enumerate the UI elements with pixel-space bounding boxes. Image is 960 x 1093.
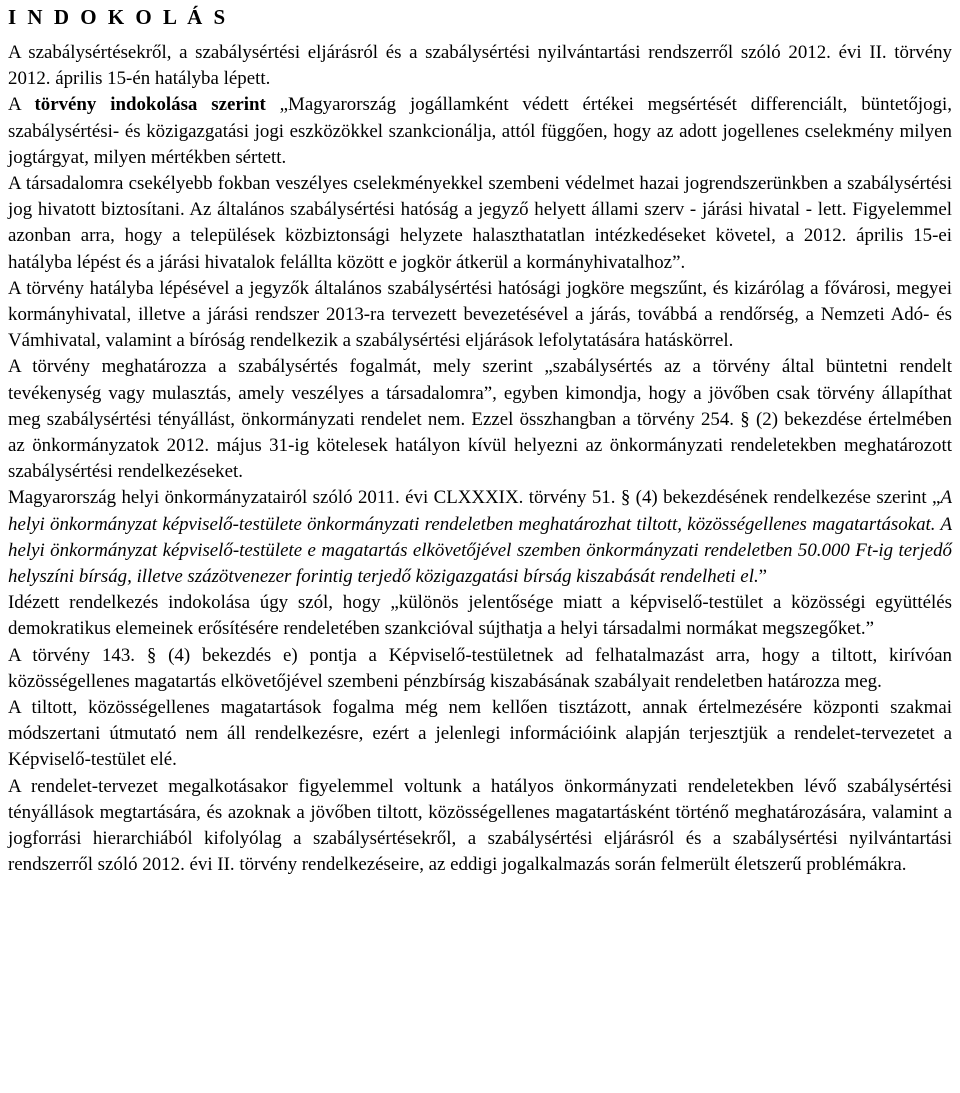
paragraph-law-effective: A szabálysértésekről, a szabálysértési eljárásról és a szabálysértési nyilvántartási rendszerről szóló 2012. évi II. törvény 2012. április 15-én hatályba lépett. [8, 42, 952, 90]
paragraph-authorization: A törvény 143. § (4) bekezdés e) pontja a Képviselő-testületnek ad felhatalmazást arra, hogy a tiltott, kirívóan közösségellenes magatartás elkövetőjével szembeni pénzbírság kiszabásának szabályait rendeletben határozza meg. [8, 644, 952, 692]
paragraph-law-justification [8, 92, 952, 171]
text-segment: A [8, 94, 35, 116]
text-segment: ” [758, 566, 768, 588]
paragraph-cited-justification: Idézett rendelkezés indokolása úgy szól, hogy „különös jelentősége miatt a képviselő-testület a közösségi együttélés demokratikus elemeinek erősítésére rendeletében szankcióval sújthatja a helyi társadalmi normákat megszegőket.” [8, 592, 952, 640]
bold-text-segment: törvény indokolása szerint [34, 94, 266, 116]
paragraph-concept-unclear: A tiltott, közösségellenes magatartások fogalma még nem kellően tisztázott, annak értelmezésére központi szakmai módszertani útmutató nem áll rendelkezésre, ezért a jelenlegi információink alapján terjesztjük a rendelet-tervezetet a Képviselő-testület elé. [8, 697, 952, 771]
paragraph-drafting-considerations: A rendelet-tervezet megalkotásakor figyelemmel voltunk a hatályos önkormányzati rendeletekben lévő szabálysértési tényállások megtartására, és azoknak a jövőben tiltott, közösségellenes magatartásként történő meghatározására, valamint a jogforrási hierarchiából kifolyólag a szabálysértésekről, a szabálysértési eljárásról és a szabálysértési nyilvántartási rendszerről szóló 2012. évi II. törvény rendelkezéseire, az eddigi jogalkalmazás során felmerült életszerű problémákra. [8, 775, 952, 876]
text-segment: Magyarország helyi önkormányzatairól szóló 2011. évi CLXXXIX. törvény 51. § (4) bekezdésének rendelkezése szerint „ [8, 487, 941, 509]
paragraph-local-government-act [8, 485, 952, 590]
paragraph-social-protection: A társadalomra csekélyebb fokban veszélyes cselekményekkel szembeni védelmet hazai jogrendszerünkben a szabálysértési jog hivatott biztosítani. Az általános szabálysértési hatóság a jegyző helyett állami szerv - járási hivatal - lett. Figyelemmel azonban arra, hogy a települések közbiztonsági helyzete halaszthatatlan intézkedéseket követel, a 2012. április 15-ei hatályba lépést és a járási hivatalok felállta között e jogkör átkerül a kormányhivatalhoz”. [8, 173, 952, 273]
text-segment: „Magyarország jogállamként védett értékei megsértését differenciált, büntetőjogi, szabálysértési- és közigazgatási jogi eszközökkel szankcionálja, attól függően, hogy az adott jogellenes cselekmény milyen jogtárgyat, milyen mértékben sértett. [8, 94, 953, 168]
document-title: I N D O K O L Á S [8, 5, 229, 29]
paragraph-offence-definition: A törvény meghatározza a szabálysértés fogalmát, mely szerint „szabálysértés az a törvény által büntetni rendelt tevékenység vagy mulasztás, amely veszélyes a társadalomra”, egyben kimondja, hogy a jövőben csak törvény állapíthat meg szabálysértési tényállást, önkormányzati rendelet nem. Ezzel összhangban a törvény 254. § (2) bekezdése értelmében az önkormányzatok 2012. május 31-ig kötelesek hatályon kívül helyezni az önkormányzati rendeletekben meghatározott szabálysértési rendelkezéseket. [8, 356, 952, 483]
italic-quote-segment: A helyi önkormányzat képviselő-testülete önkormányzati rendeletben meghatározhat tiltott, közösségellenes magatartásokat. A helyi önkormányzat képviselő-testülete e magatartás elkövetőjével szemben önkormányzati rendeletben 50.000 Ft-ig terjedő helyszíni bírság, illetve százötvenezer forintig terjedő közigazgatási bírság kiszabását rendelheti el. [8, 487, 952, 588]
paragraph-authority-change: A törvény hatályba lépésével a jegyzők általános szabálysértési hatósági jogköre megszűnt, és kizárólag a fővárosi, megyei kormányhivatal, illetve a járási rendszer 2013-ra tervezett bevezetésével a járás, továbbá a rendőrség, a Nemzeti Adó- és Vámhivatal, valamint a bíróság rendelkezik a szabálysértési eljárások lefolytatására hatáskörrel. [8, 277, 952, 352]
